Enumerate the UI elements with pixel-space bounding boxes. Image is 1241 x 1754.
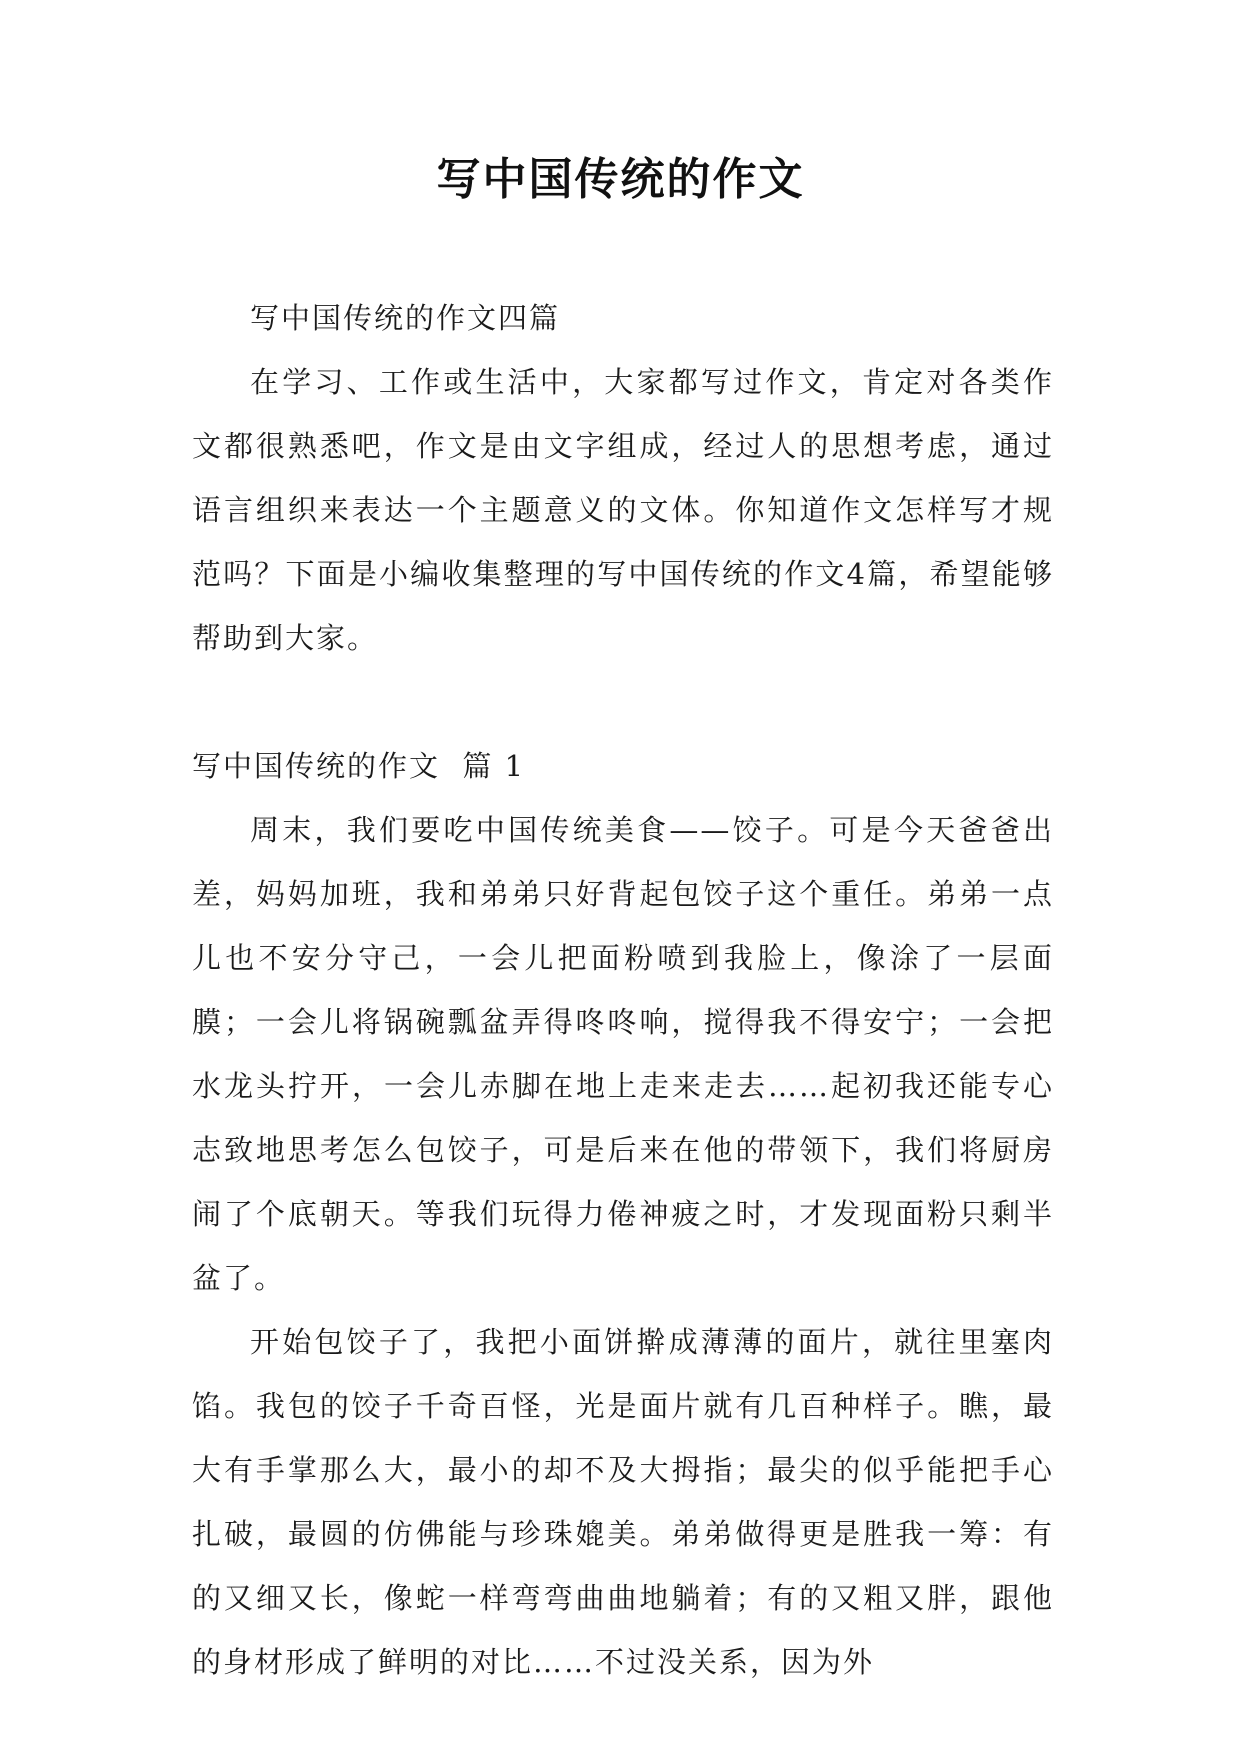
document-body xyxy=(192,286,1054,1694)
section-heading: 写中国传统的作文 篇 1 xyxy=(192,749,526,783)
section-paragraph: 开始包饺子了，我把小面饼擀成薄薄的面片，就往里塞肉馅。我包的饺子千奇百怪，光是面片就有几百种样子。瞧，最大有手掌那么大，最小的却不及大拇指；最尖的似乎能把手心扎破，最圆的仿佛能与珍珠媲美。弟弟做得更是胜我一筹：有的又细又长，像蛇一样弯弯曲曲地躺着；有的又粗又胖，跟他的身材形成了鲜明的对比……不过没关系，因为外 xyxy=(192,1325,1054,1679)
paragraph-spacer xyxy=(192,670,1054,734)
intro-paragraph: 在学习、工作或生活中，大家都写过作文，肯定对各类作文都很熟悉吧，作文是由文字组成，经过人的思想考虑，通过语言组织来表达一个主题意义的文体。你知道作文怎样写才规范吗？下面是小编收集整理的写中国传统的作文4篇，希望能够帮助到大家。 xyxy=(192,365,1054,655)
document-title: 写中国传统的作文 xyxy=(436,154,805,205)
document-subtitle: 写中国传统的作文四篇 xyxy=(250,301,561,335)
section-paragraph: 周末，我们要吃中国传统美食——饺子。可是今天爸爸出差，妈妈加班，我和弟弟只好背起包饺子这个重任。弟弟一点儿也不安分守己，一会儿把面粉喷到我脸上，像涂了一层面膜；一会儿将锅碗瓢盆弄得咚咚响，搅得我不得安宁；一会把水龙头拧开，一会儿赤脚在地上走来走去……起初我还能专心志致地思考怎么包饺子，可是后来在他的带领下，我们将厨房闹了个底朝天。等我们玩得力倦神疲之时，才发现面粉只剩半盆了。 xyxy=(192,813,1054,1295)
